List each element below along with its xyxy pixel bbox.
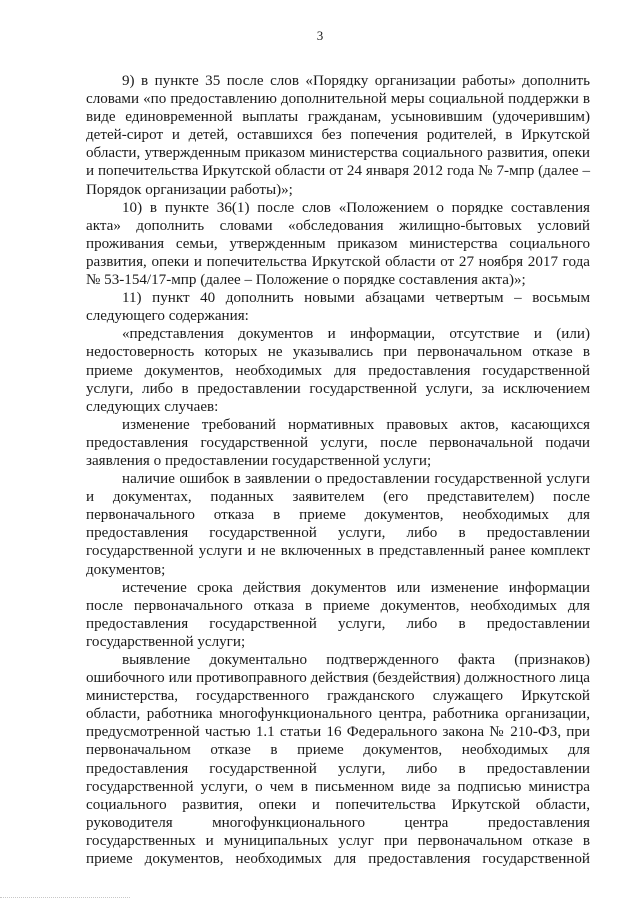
page-number: 3 bbox=[316, 28, 324, 43]
paragraph-item-11: 11) пункт 40 дополнить новыми абзацами четвертым – восьмым следующего содержания: bbox=[86, 290, 590, 325]
document-body bbox=[86, 72, 590, 868]
paragraph-quote-intro: «представления документов и информации, отсутствие и (или) недостоверность которых не указывались при первоначальном отказе в приеме документов, необходимых для предоставления государственной услуги, либо в предоставлении государственной услуги, за исключением следующих случаев: bbox=[86, 326, 590, 415]
paragraph-case-misconduct: выявление документально подтвержденного факта (признаков) ошибочного или противоправного действия (бездействия) должностного лица министерства, государственного гражданского служащего Иркутской области, работника многофункционального центра, работника организации, предусмотренной частью 1.1 статьи 16 Федерального закона № 210-ФЗ, при первоначальном отказе в приеме документов, необходимых для предоставления государственной услуги, либо в предоставлении государственной услуги, о чем в письменном виде за подписью министра социального развития, опеки и попечительства Иркутской области, руководителя многофункционального центра предоставления государственных и муниципальных услуг при первоначальном отказе в приеме документов, необходимых для предоставления государственной bbox=[86, 652, 590, 868]
paragraph-case-errors: наличие ошибок в заявлении о предоставлении государственной услуги и документах, поданных заявителем (его представителем) после первоначального отказа в приеме документов, необходимых для предоставления государственной услуги, либо в предоставлении государственной услуги и не включенных в представленный ранее комплект документов; bbox=[86, 471, 590, 578]
footer-divider bbox=[0, 897, 130, 899]
paragraph-case-requirements-change: изменение требований нормативных правовых актов, касающихся предоставления государственной услуги, после первоначальной подачи заявления о предоставлении государственной услуги; bbox=[86, 416, 590, 469]
paragraph-item-9: 9) в пункте 35 после слов «Порядку организации работы» дополнить словами «по предоставлению дополнительной меры социальной поддержки в виде единовременной выплаты гражданам, усыновившим (удочерившим) детей-сирот и детей, оставшихся без попечения родителей, в Иркутской области, утвержденным приказом министерства социального развития, опеки и попечительства Иркутской области от 24 января 2012 года № 7-мпр (далее – Порядок организации работы)»; bbox=[86, 73, 590, 198]
paragraph-item-10: 10) в пункте 36(1) после слов «Положением о порядке составления акта» дополнить словами «обследования жилищно-бытовых условий проживания семьи, утвержденным приказом министерства социального развития, опеки и попечительства Иркутской области от 27 ноября 2017 года № 53-154/17-мпр (далее – Положение о порядке составления акта)»; bbox=[86, 199, 590, 289]
paragraph-case-expiry: истечение срока действия документов или изменение информации после первоначального отказа в приеме документов, необходимых для предоставления государственной услуги, либо в предоставлении государственной услуги; bbox=[86, 579, 590, 650]
